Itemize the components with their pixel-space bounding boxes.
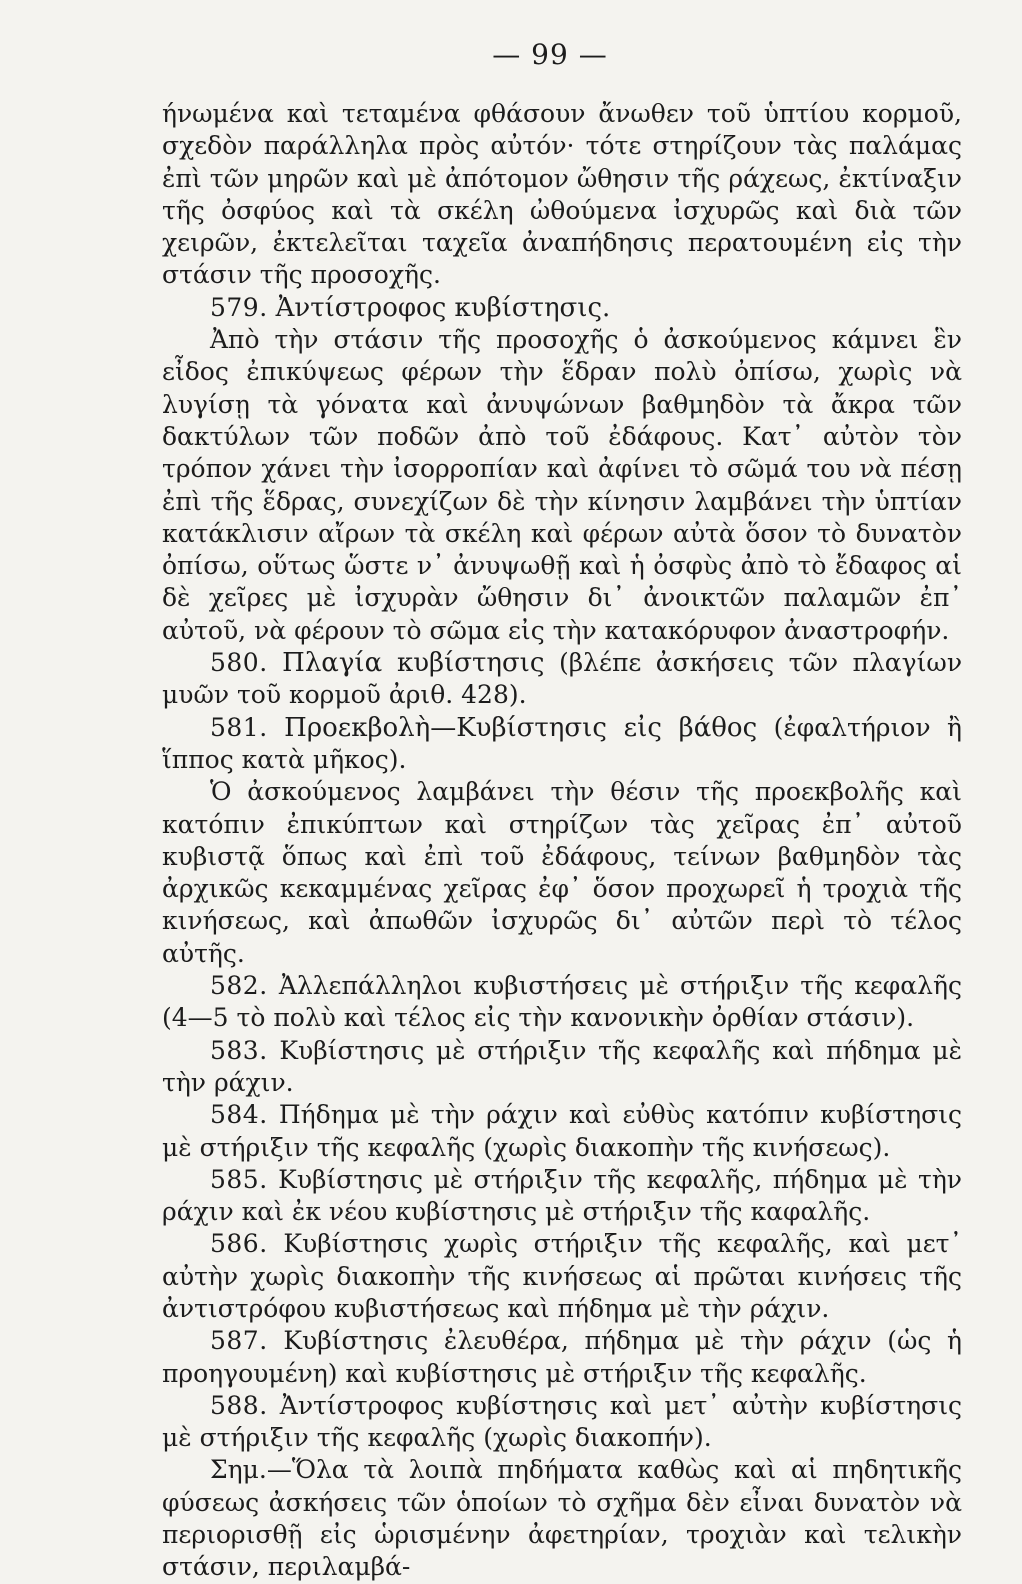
- section-number: 588.: [210, 1390, 268, 1420]
- section-title: Ἀλλεπάλληλοι κυβιστήσεις μὲ στήριξιν τῆς κεφαλῆς (4—5 τὸ πολὺ καὶ τέλος εἰς τὴν κανονικὴν ὀρθίαν στάσιν).: [162, 971, 962, 1033]
- section-587: [162, 1325, 962, 1390]
- section-text: (ἐφαλτήριον ἢ ἵππος κατὰ μῆκος).: [162, 712, 962, 774]
- section-number: 584.: [210, 1100, 268, 1130]
- section-title: Προεκβολὴ—Κυβίστησις εἰς βάθος: [284, 712, 758, 743]
- section-579: [162, 292, 962, 324]
- paragraph-579-body: [162, 324, 962, 647]
- section-number: 579.: [210, 292, 268, 322]
- section-title: Κυβίστησις χωρὶς στήριξιν τῆς κεφαλῆς, καὶ μετ᾽ αὐτὴν χωρὶς διακοπὴν τῆς κινήσεως αἱ πρῶται κινήσεις τῆς ἀντιστρόφου κυβιστήσεως καὶ πήδημα μὲ τὴν ράχιν.: [162, 1229, 962, 1323]
- section-number: 586.: [210, 1229, 268, 1259]
- section-number: 580.: [210, 648, 268, 678]
- section-number: 582.: [210, 971, 268, 1001]
- section-title: Κυβίστησις μὲ στήριξιν τῆς κεφαλῆς, πήδημα μὲ τὴν ράχιν καὶ ἐκ νέου κυβίστησις μὲ στήριξιν τῆς καφαλῆς.: [162, 1164, 962, 1227]
- section-title: Πλαγία κυβίστησις: [282, 648, 545, 679]
- section-title: Πήδημα μὲ τὴν ράχιν καὶ εὐθὺς κατόπιν κυβίστησις μὲ στήριξιν τῆς κεφαλῆς (χωρὶς διακοπὴν τῆς κινήσεως).: [162, 1100, 962, 1162]
- section-number: 585.: [210, 1164, 268, 1194]
- body-text: [162, 98, 962, 1584]
- section-583: [162, 1035, 962, 1100]
- section-588: [162, 1390, 962, 1455]
- section-581: [162, 712, 962, 777]
- note-paragraph: [162, 1454, 962, 1583]
- section-title: Κυβίστησις ἐλευθέρα, πήδημα μὲ τὴν ράχιν (ὡς ἡ προηγουμένη) καὶ κυβίστησις μὲ στήριξιν τῆς κεφαλῆς.: [162, 1326, 962, 1388]
- section-title: Κυβίστησις μὲ στήριξιν τῆς κεφαλῆς καὶ πήδημα μὲ τὴν ράχιν.: [162, 1035, 962, 1097]
- paragraph-text: Ὁ ἀσκούμενος λαμβάνει τὴν θέσιν τῆς προεκβολῆς καὶ κατόπιν ἐπικύπτων καὶ στηρίζων τὰς χεῖρας ἐπ᾽ αὐτοῦ κυβιστᾷ ὅπως καὶ ἐπὶ τοῦ ἐδάφους, τείνων βαθμηδὸν τὰς ἀρχικῶς κεκαμμένας χεῖρας ἐφ᾽ ὅσον προχωρεῖ ἡ τροχιὰ τῆς κινήσεως, καὶ ἀπωθῶν ἰσχυρῶς δι᾽ αὐτῶν περὶ τὸ τέλος αὐτῆς.: [162, 777, 962, 968]
- paragraph-581-body: [162, 776, 962, 970]
- section-title: Ἀντίστροφος κυβίστησις καὶ μετ᾽ αὐτὴν κυβίστησις μὲ στήριξιν τῆς κεφαλῆς (χωρὶς διακοπήν).: [162, 1390, 963, 1453]
- paragraph-continuation: [162, 98, 962, 292]
- note-text: —Ὅλα τὰ λοιπὰ πηδήματα καθὼς καὶ αἱ πηδητικῆς φύσεως ἀσκήσεις τῶν ὁποίων τὸ σχῆμα δὲν εἶναι δυνατὸν νὰ περιορισθῇ εἰς ὡρισμένην ἀφετηρίαν, τροχιὰν καὶ τελικὴν στάσιν, περιλαμβά-: [162, 1455, 962, 1582]
- section-584: [162, 1099, 962, 1164]
- section-586: [162, 1228, 962, 1325]
- section-number: 581.: [210, 712, 268, 742]
- section-582: [162, 970, 962, 1035]
- section-title: Ἀντίστροφος κυβίστησις.: [275, 292, 611, 323]
- note-label: Σημ.: [210, 1455, 267, 1485]
- section-585: [162, 1164, 962, 1229]
- section-number: 587.: [210, 1326, 268, 1356]
- section-580: [162, 647, 962, 712]
- page-number: — 99 —: [492, 38, 608, 71]
- section-text: (βλέπε ἀσκήσεις τῶν πλαγίων μυῶν τοῦ κορμοῦ ἀριθ. 428).: [162, 648, 963, 710]
- paragraph-text: Ἀπὸ τὴν στάσιν τῆς προσοχῆς ὁ ἀσκούμενος κάμνει ἓν εἶδος ἐπικύψεως φέρων τὴν ἕδραν πολὺ ὀπίσω, χωρὶς νὰ λυγίσῃ τὰ γόνατα καὶ ἀνυψώνων βαθμηδὸν τὰ ἄκρα τῶν δακτύλων τῶν ποδῶν ἀπὸ τοῦ ἐδάφους. Κατ᾽ αὐτὸν τὸν τρόπον χάνει τὴν ἰσορροπίαν καὶ ἀφίνει τὸ σῶμά του νὰ πέσῃ ἐπὶ τῆς ἕδρας, συνεχίζων δὲ τὴν κίνησιν λαμβάνει τὴν ὑπτίαν κατάκλισιν αἴρων τὰ σκέλη καὶ φέρων αὐτὰ ὅσον τὸ δυνατὸν ὀπίσω, οὕτως ὥστε ν᾽ ἀνυψωθῇ καὶ ἡ ὀσφὺς ἀπὸ τὸ ἔδαφος αἱ δὲ χεῖρες μὲ ἰσχυρὰν ὤθησιν δι᾽ ἀνοικτῶν παλαμῶν ἐπ᾽ αὐτοῦ, νὰ φέρουν τὸ σῶμα εἰς τὴν κατακόρυφον ἀναστροφήν.: [162, 325, 962, 645]
- paragraph-text: ήνωμένα καὶ τεταμένα φθάσουν ἄνωθεν τοῦ ὑπτίου κορμοῦ, σχεδὸν παράλληλα πρὸς αὐτόν· τότε στηρίζουν τὰς παλάμας ἐπὶ τῶν μηρῶν καὶ μὲ ἀπότομον ὤθησιν τῆς ράχεως, ἐκτίναξιν τῆς ὀσφύος καὶ τὰ σκέλη ὠθούμενα ἰσχυρῶς καὶ διὰ τῶν χειρῶν, ἐκτελεῖται ταχεῖα ἀναπήδησις περατουμένη εἰς τὴν στάσιν τῆς προσοχῆς.: [162, 99, 962, 290]
- section-number: 583.: [210, 1035, 268, 1065]
